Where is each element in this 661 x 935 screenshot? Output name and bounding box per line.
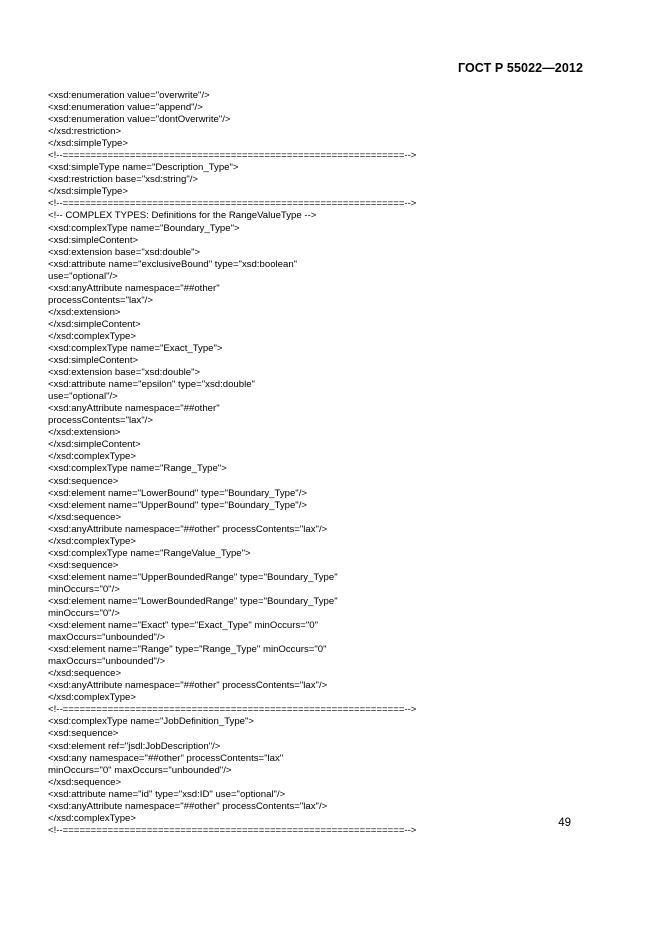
code-line: <xsd:anyAttribute namespace="##other" [48,282,220,294]
code-line: </xsd:simpleContent> [48,318,141,330]
code-line: <xsd:attribute name="exclusiveBound" type="xsd:boolean" [48,258,298,270]
code-line: <xsd:attribute name="epsilon" type="xsd:double" [48,379,255,391]
code-line: <xsd:any namespace="##other" processContents="lax" [48,752,284,764]
code-line: <xsd:element name="Range" type="Range_Type" minOccurs="0" [48,644,327,656]
code-line: <xsd:restriction base="xsd:string"/> [48,174,198,186]
code-line: </xsd:simpleContent> [48,439,141,451]
code-line: minOccurs="0"/> [48,583,120,595]
code-line: <xsd:complexType name="RangeValue_Type"> [48,547,251,559]
code-line: <!-- COMPLEX TYPES: Definitions for the RangeValueType --> [48,210,317,222]
code-line: <xsd:sequence> [48,559,119,571]
code-line: </xsd:complexType> [48,330,136,342]
code-line: </xsd:simpleType> [48,138,128,150]
code-line: </xsd:complexType> [48,812,136,824]
code-line: </xsd:restriction> [48,126,122,138]
code-line: <!--=============================================================--> [48,198,417,210]
code-line: <xsd:element name="LowerBoundedRange" type="Boundary_Type" [48,595,338,607]
code-line: maxOccurs="unbounded"/> [48,656,166,668]
code-line: <xsd:element name="UpperBoundedRange" type="Boundary_Type" [48,571,338,583]
code-line: <xsd:anyAttribute namespace="##other" processContents="lax"/> [48,800,328,812]
page-number: 49 [558,817,571,829]
code-line: <xsd:anyAttribute namespace="##other" processContents="lax"/> [48,680,328,692]
code-line: <xsd:complexType name="Boundary_Type"> [48,222,240,234]
code-line: <!--=============================================================--> [48,150,417,162]
code-line: <xsd:complexType name="Exact_Type"> [48,342,223,354]
code-line: </xsd:sequence> [48,668,122,680]
code-line: minOccurs="0"/> [48,608,120,620]
code-line: maxOccurs="unbounded"/> [48,632,166,644]
code-line: <xsd:simpleType name="Description_Type"> [48,162,239,174]
code-line: </xsd:complexType> [48,451,136,463]
code-line: use="optional"/> [48,270,118,282]
code-line: <xsd:simpleContent> [48,234,139,246]
code-line: processContents="lax"/> [48,415,153,427]
code-line: minOccurs="0" maxOccurs="unbounded"/> [48,764,232,776]
code-line: <xsd:element name="UpperBound" type="Boundary_Type"/> [48,499,307,511]
code-line: <xsd:simpleContent> [48,355,139,367]
code-line: <!--=============================================================--> [48,824,417,836]
code-line: use="optional"/> [48,391,118,403]
code-line: <xsd:attribute name="id" type="xsd:ID" use="optional"/> [48,788,286,800]
code-line: <xsd:extension base="xsd:double"> [48,246,201,258]
code-line: </xsd:sequence> [48,511,122,523]
code-line: <xsd:element ref="jsdl:JobDescription"/> [48,740,221,752]
code-line: <!--=============================================================--> [48,704,417,716]
code-line: <xsd:sequence> [48,475,119,487]
code-line: <xsd:complexType name="Range_Type"> [48,463,227,475]
code-line: <xsd:anyAttribute namespace="##other" processContents="lax"/> [48,523,328,535]
code-line: <xsd:enumeration value="overwrite"/> [48,90,210,101]
code-line: <xsd:extension base="xsd:double"> [48,367,201,379]
code-line: <xsd:enumeration value="append"/> [48,102,203,114]
code-line: <xsd:sequence> [48,728,119,740]
code-line: </xsd:extension> [48,306,121,318]
code-line: </xsd:sequence> [48,776,122,788]
code-line: </xsd:complexType> [48,692,136,704]
code-line: <xsd:enumeration value="dontOverwrite"/> [48,114,231,126]
code-line: <xsd:anyAttribute namespace="##other" [48,403,220,415]
document-header-standard-id: ГОСТ Р 55022—2012 [457,61,583,75]
code-line: processContents="lax"/> [48,294,153,306]
code-line: </xsd:complexType> [48,535,136,547]
code-line: </xsd:simpleType> [48,186,128,198]
code-line: <xsd:element name="Exact" type="Exact_Type" minOccurs="0" [48,620,318,632]
code-line: </xsd:extension> [48,427,121,439]
xsd-code-block [48,90,608,837]
code-line: <xsd:complexType name="JobDefinition_Type"> [48,716,254,728]
code-line: <xsd:element name="LowerBound" type="Boundary_Type"/> [48,487,307,499]
